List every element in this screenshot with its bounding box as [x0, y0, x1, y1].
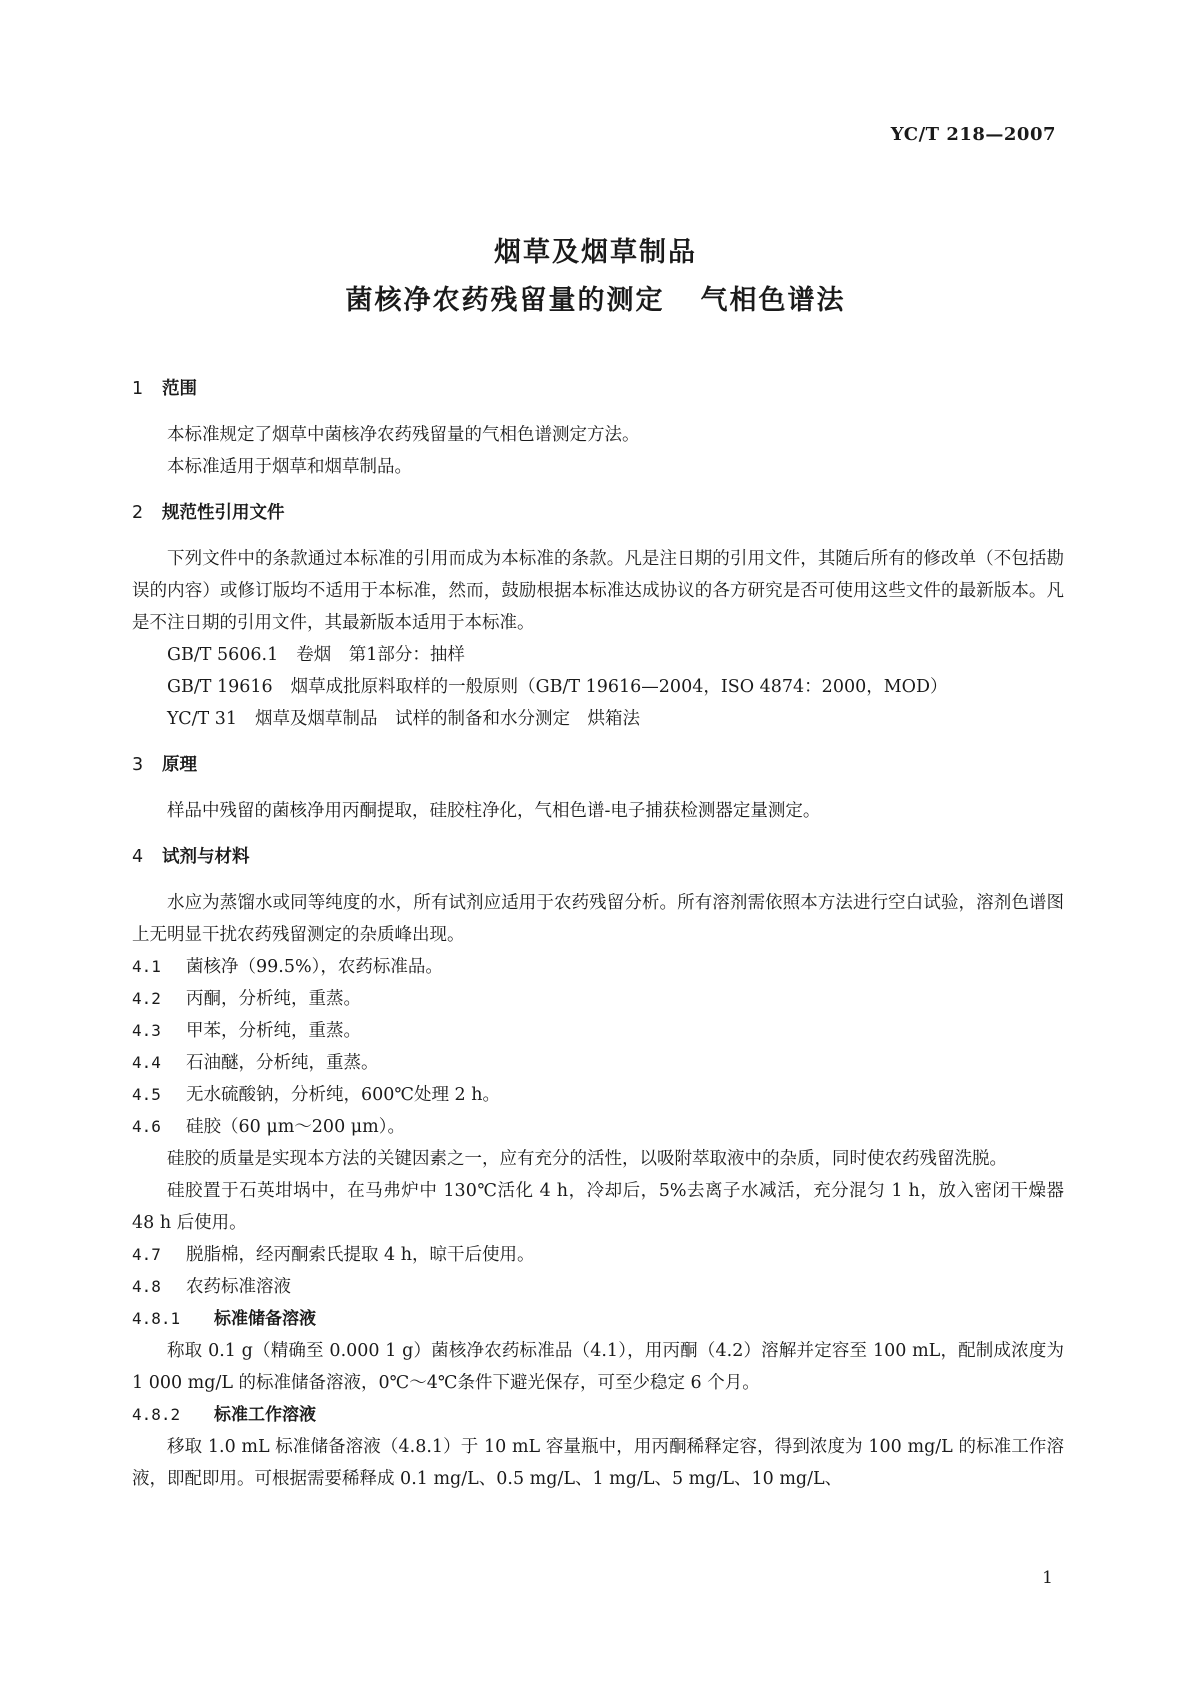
list-item: 4.4 石油醚，分析纯，重蒸。 — [132, 1053, 379, 1073]
reference-item: GB/T 19616 烟草成批原料取样的一般原则（GB/T 19616—2004，ISO 4874：2000，MOD） — [167, 677, 948, 697]
paragraph: 水应为蒸馏水或同等纯度的水，所有试剂应适用于农药残留分析。所有溶剂需依照本方法进行空白试验，溶剂色谱图上无明显干扰农药残留测定的杂质峰出现。 — [132, 893, 1064, 945]
document-title-line2 — [0, 278, 1191, 317]
paragraph: 硅胶的质量是实现本方法的关键因素之一，应有充分的活性，以吸附萃取液中的杂质，同时使农药残留洗脱。 — [167, 1149, 1007, 1169]
list-item: 4.3 甲苯，分析纯，重蒸。 — [132, 1021, 361, 1041]
standard-code: YC/T 218—2007 — [890, 124, 1056, 145]
reference-item: GB/T 5606.1 卷烟 第1部分：抽样 — [167, 645, 465, 665]
paragraph: 本标准规定了烟草中菌核净农药残留量的气相色谱测定方法。 — [167, 425, 640, 445]
page-number: 1 — [1042, 1568, 1053, 1588]
section-heading-principle: 3 原理 — [132, 755, 197, 775]
paragraph: 样品中残留的菌核净用丙酮提取，硅胶柱净化，气相色谱-电子捕获检测器定量测定。 — [167, 801, 821, 821]
paragraph: 本标准适用于烟草和烟草制品。 — [167, 457, 412, 477]
paragraph: 下列文件中的条款通过本标准的引用而成为本标准的条款。凡是注日期的引用文件，其随后所有的修改单（不包括勘误的内容）或修订版均不适用于本标准，然而，鼓励根据本标准达成协议的各方研究是否可使用这些文件的最新版本。凡是不注日期的引用文件，其最新版本适用于本标准。 — [132, 549, 1064, 633]
subsection-heading-working-solution: 4.8.2 标准工作溶液 — [132, 1405, 316, 1425]
list-item: 4.7 脱脂棉，经丙酮索氏提取 4 h，晾干后使用。 — [132, 1245, 535, 1265]
paragraph: 硅胶置于石英坩埚中，在马弗炉中 130℃活化 4 h，冷却后，5%去离子水减活，充分混匀 1 h，放入密闭干燥器 48 h 后使用。 — [132, 1181, 1064, 1233]
section-heading-normative-references: 2 规范性引用文件 — [132, 503, 285, 523]
subsection-heading-stock-solution: 4.8.1 标准储备溶液 — [132, 1309, 316, 1329]
list-item: 4.1 菌核净（99.5%），农药标准品。 — [132, 957, 443, 977]
paragraph: 移取 1.0 mL 标准储备溶液（4.8.1）于 10 mL 容量瓶中，用丙酮稀释定容，得到浓度为 100 mg/L 的标准工作溶液，即配即用。可根据需要稀释成 0.1 mg/L、0.5 mg/L、1 mg/L、5 mg/L、10 mg/L、 — [132, 1437, 1064, 1489]
section-heading-reagents: 4 试剂与材料 — [132, 847, 250, 867]
paragraph: 称取 0.1 g（精确至 0.000 1 g）菌核净农药标准品（4.1），用丙酮（4.2）溶解并定容至 100 mL，配制成浓度为 1 000 mg/L 的标准储备溶液，0℃～4℃条件下避光保存，可至少稳定 6 个月。 — [132, 1341, 1064, 1393]
document-title-line1: 烟草及烟草制品 — [494, 237, 697, 268]
list-item: 4.8 农药标准溶液 — [132, 1277, 291, 1297]
title-method: 气相色谱法 — [700, 285, 846, 316]
list-item: 4.6 硅胶（60 μm～200 μm）。 — [132, 1117, 405, 1137]
list-item: 4.5 无水硫酸钠，分析纯，600℃处理 2 h。 — [132, 1085, 501, 1105]
reference-item: YC/T 31 烟草及烟草制品 试样的制备和水分测定 烘箱法 — [167, 709, 641, 729]
section-heading-scope: 1 范围 — [132, 379, 197, 399]
title-subject: 菌核净农药残留量的测定 — [345, 285, 665, 316]
document-body — [132, 373, 1064, 1495]
list-item: 4.2 丙酮，分析纯，重蒸。 — [132, 989, 361, 1009]
